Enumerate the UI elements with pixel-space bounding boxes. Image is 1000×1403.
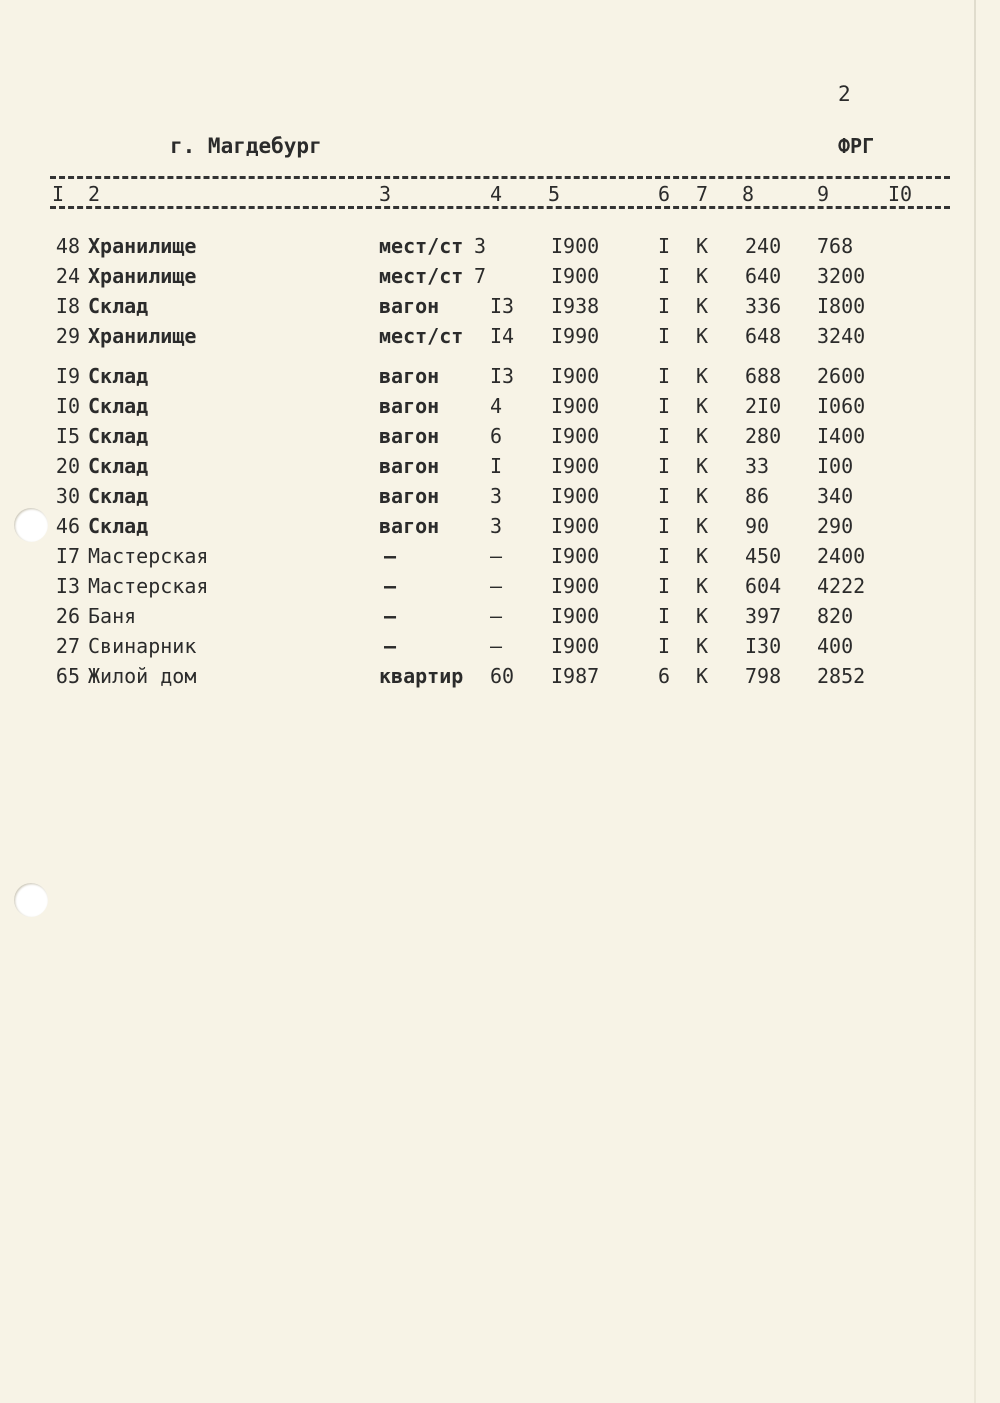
object-name: Склад — [88, 294, 149, 318]
col-7-value: К — [696, 454, 709, 478]
row-number: 29 — [55, 324, 80, 348]
col-6-value: 6 — [658, 664, 671, 688]
object-name: Мастерская — [88, 574, 209, 598]
year: I900 — [551, 394, 600, 418]
col-7-value: К — [696, 394, 709, 418]
col-8-value: 397 — [745, 604, 782, 628]
row-number: 20 — [55, 454, 80, 478]
table-row — [0, 512, 1000, 540]
column-header: I0 — [888, 182, 913, 206]
object-name: Склад — [88, 454, 149, 478]
col-6-value: I — [658, 514, 671, 538]
unit: квартир — [379, 664, 464, 688]
col-8-value: 640 — [745, 264, 782, 288]
quantity: 7 — [474, 264, 487, 288]
column-header: 2 — [88, 182, 101, 206]
row-number: 46 — [55, 514, 80, 538]
year: I900 — [551, 484, 600, 508]
col-6-value: I — [658, 424, 671, 448]
year: I900 — [551, 454, 600, 478]
country-label: ФРГ — [838, 134, 875, 158]
year: I900 — [551, 604, 600, 628]
col-9-value: 2400 — [817, 544, 866, 568]
row-number: 30 — [55, 484, 80, 508]
unit: вагон — [379, 294, 440, 318]
col-7-value: К — [696, 294, 709, 318]
row-number: I9 — [55, 364, 80, 388]
quantity: 3 — [474, 234, 487, 258]
column-header: 7 — [696, 182, 709, 206]
table-row — [0, 292, 1000, 320]
column-header: 9 — [817, 182, 830, 206]
year: I990 — [551, 324, 600, 348]
quantity: 3 — [490, 514, 503, 538]
col-9-value: 340 — [817, 484, 854, 508]
quantity: – — [490, 604, 503, 628]
col-8-value: 280 — [745, 424, 782, 448]
quantity: 6 — [490, 424, 503, 448]
object-name: Склад — [88, 514, 149, 538]
quantity: – — [490, 574, 503, 598]
punch-hole-bottom — [14, 883, 48, 917]
col-6-value: I — [658, 634, 671, 658]
col-9-value: 3200 — [817, 264, 866, 288]
col-6-value: I — [658, 394, 671, 418]
col-7-value: К — [696, 324, 709, 348]
unit: мест/ст — [379, 234, 464, 258]
object-name: Баня — [88, 604, 137, 628]
table-row — [0, 662, 1000, 690]
row-number: I0 — [55, 394, 80, 418]
col-9-value: I060 — [817, 394, 866, 418]
object-name: Склад — [88, 364, 149, 388]
col-6-value: I — [658, 604, 671, 628]
quantity: 4 — [490, 394, 503, 418]
table-row — [0, 542, 1000, 570]
col-7-value: К — [696, 424, 709, 448]
city-title: г. Магдебург — [170, 134, 322, 158]
column-header-row — [0, 182, 1000, 206]
col-8-value: 688 — [745, 364, 782, 388]
header-rule-top — [50, 176, 950, 179]
row-number: 48 — [55, 234, 80, 258]
col-8-value: 336 — [745, 294, 782, 318]
col-6-value: I — [658, 294, 671, 318]
year: I987 — [551, 664, 600, 688]
year: I900 — [551, 574, 600, 598]
quantity: I — [490, 454, 503, 478]
col-8-value: 240 — [745, 234, 782, 258]
row-number: I3 — [55, 574, 80, 598]
page-edge-line — [974, 0, 976, 1403]
unit: вагон — [379, 454, 440, 478]
unit: вагон — [379, 424, 440, 448]
table-row — [0, 572, 1000, 600]
col-7-value: К — [696, 604, 709, 628]
unit: вагон — [379, 514, 440, 538]
object-name: Склад — [88, 484, 149, 508]
col-8-value: 798 — [745, 664, 782, 688]
unit: мест/ст — [379, 324, 464, 348]
col-9-value: 4222 — [817, 574, 866, 598]
unit: – — [384, 604, 397, 628]
table-row — [0, 322, 1000, 350]
quantity: I3 — [490, 364, 515, 388]
column-header: 3 — [379, 182, 392, 206]
column-header: 5 — [548, 182, 561, 206]
object-name: Жилой дом — [88, 664, 197, 688]
col-9-value: 400 — [817, 634, 854, 658]
col-9-value: 2852 — [817, 664, 866, 688]
header-rule-bottom — [50, 206, 950, 209]
row-number: I8 — [55, 294, 80, 318]
year: I900 — [551, 514, 600, 538]
column-header: I — [52, 182, 65, 206]
year: I900 — [551, 634, 600, 658]
col-6-value: I — [658, 544, 671, 568]
unit: – — [384, 634, 397, 658]
table-row — [0, 232, 1000, 260]
table-row — [0, 482, 1000, 510]
col-7-value: К — [696, 264, 709, 288]
col-6-value: I — [658, 324, 671, 348]
col-9-value: 820 — [817, 604, 854, 628]
table-row — [0, 262, 1000, 290]
col-8-value: 86 — [745, 484, 770, 508]
unit: вагон — [379, 394, 440, 418]
quantity: 3 — [490, 484, 503, 508]
unit: мест/ст — [379, 264, 464, 288]
quantity: I3 — [490, 294, 515, 318]
year: I900 — [551, 264, 600, 288]
quantity: 60 — [490, 664, 515, 688]
col-7-value: К — [696, 514, 709, 538]
col-8-value: 2I0 — [745, 394, 782, 418]
object-name: Хранилище — [88, 264, 197, 288]
col-8-value: I30 — [745, 634, 782, 658]
quantity: – — [490, 634, 503, 658]
table-row — [0, 392, 1000, 420]
table-row — [0, 602, 1000, 630]
page-number: 2 — [838, 82, 851, 106]
col-7-value: К — [696, 634, 709, 658]
col-8-value: 648 — [745, 324, 782, 348]
year: I900 — [551, 544, 600, 568]
object-name: Мастерская — [88, 544, 209, 568]
col-9-value: I800 — [817, 294, 866, 318]
object-name: Склад — [88, 394, 149, 418]
row-number: 26 — [55, 604, 80, 628]
object-name: Хранилище — [88, 324, 197, 348]
col-6-value: I — [658, 574, 671, 598]
col-7-value: К — [696, 544, 709, 568]
col-9-value: 2600 — [817, 364, 866, 388]
row-number: 27 — [55, 634, 80, 658]
col-8-value: 90 — [745, 514, 770, 538]
col-6-value: I — [658, 264, 671, 288]
year: I900 — [551, 364, 600, 388]
unit: – — [384, 574, 397, 598]
col-7-value: К — [696, 234, 709, 258]
col-7-value: К — [696, 574, 709, 598]
col-9-value: I00 — [817, 454, 854, 478]
row-number: 65 — [55, 664, 80, 688]
col-6-value: I — [658, 364, 671, 388]
row-number: 24 — [55, 264, 80, 288]
col-7-value: К — [696, 364, 709, 388]
column-header: 4 — [490, 182, 503, 206]
row-number: I7 — [55, 544, 80, 568]
unit: – — [384, 544, 397, 568]
col-6-value: I — [658, 484, 671, 508]
row-number: I5 — [55, 424, 80, 448]
col-8-value: 604 — [745, 574, 782, 598]
col-9-value: 3240 — [817, 324, 866, 348]
col-9-value: I400 — [817, 424, 866, 448]
quantity: – — [490, 544, 503, 568]
object-name: Склад — [88, 424, 149, 448]
year: I900 — [551, 234, 600, 258]
table-row — [0, 632, 1000, 660]
table-row — [0, 452, 1000, 480]
year: I900 — [551, 424, 600, 448]
col-6-value: I — [658, 454, 671, 478]
quantity: I4 — [490, 324, 515, 348]
col-6-value: I — [658, 234, 671, 258]
col-9-value: 290 — [817, 514, 854, 538]
col-7-value: К — [696, 484, 709, 508]
table-row — [0, 422, 1000, 450]
column-header: 8 — [742, 182, 755, 206]
col-7-value: К — [696, 664, 709, 688]
col-8-value: 33 — [745, 454, 770, 478]
object-name: Свинарник — [88, 634, 197, 658]
object-name: Хранилище — [88, 234, 197, 258]
col-9-value: 768 — [817, 234, 854, 258]
column-header: 6 — [658, 182, 671, 206]
col-8-value: 450 — [745, 544, 782, 568]
year: I938 — [551, 294, 600, 318]
unit: вагон — [379, 364, 440, 388]
unit: вагон — [379, 484, 440, 508]
table-row — [0, 362, 1000, 390]
